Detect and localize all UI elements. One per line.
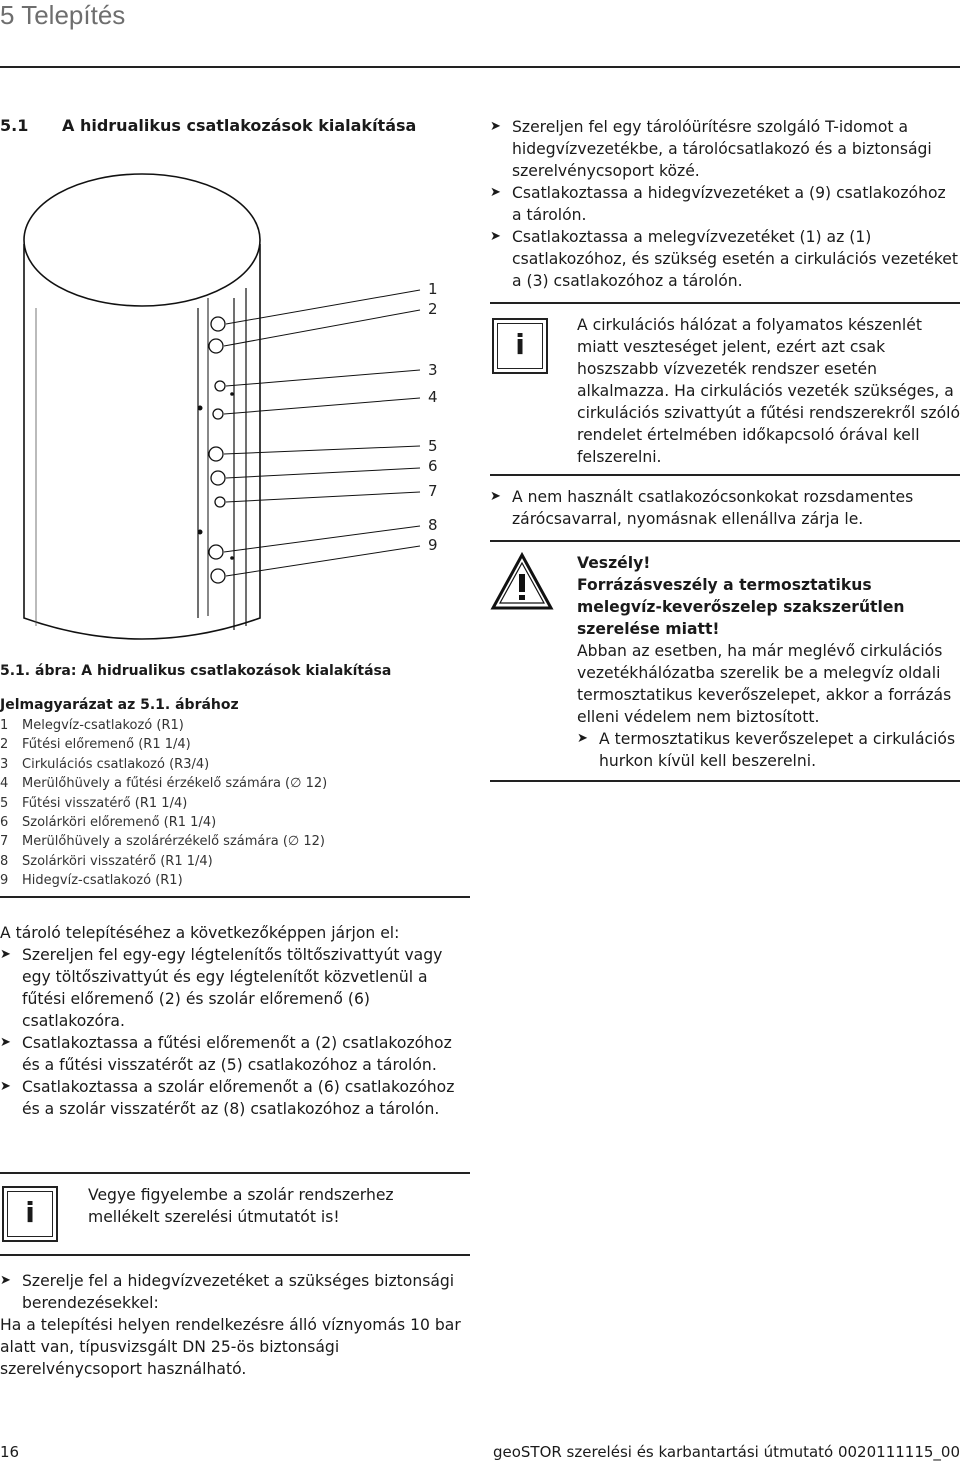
arrow-bullet-icon: ➤	[490, 119, 501, 134]
legend-bottom-rule	[0, 896, 470, 898]
callout-7: 7	[428, 482, 438, 500]
header-rule	[0, 66, 960, 68]
callout-6: 6	[428, 457, 438, 475]
right-note-bottom-rule	[490, 474, 960, 476]
warning-triangle-icon	[490, 552, 554, 612]
arrow-bullet-icon: ➤	[0, 1273, 11, 1288]
info-icon: i	[2, 1186, 58, 1242]
legend-item: 3 Cirkulációs csatlakozó (R3/4)	[0, 756, 210, 772]
list-item: ➤ Csatlakoztassa a melegvízvezetéket (1) az (1) csatlakozóhoz, és szükség esetén a cirkulációs vezetéket a (3) csatlakozóhoz a tárolón.	[490, 228, 959, 290]
legend-title: Jelmagyarázat az 5.1. ábrához	[0, 697, 239, 713]
warning-block	[577, 552, 960, 772]
list-item: ➤ Szereljen fel egy-egy légtelenítős töltőszivattyút vagy egy töltőszivattyút és egy légtelenítőt közvetlenül a fűtési előremenő (2) és szolár előremenő (6) csatlakozóra.	[0, 946, 443, 1030]
warning-top-rule	[490, 540, 960, 542]
legend-item: 8 Szolárköri visszatérő (R1 1/4)	[0, 853, 213, 869]
right-note-top-rule	[490, 302, 960, 304]
legend-item: 6 Szolárköri előremenő (R1 1/4)	[0, 815, 217, 831]
circulation-note: A cirkulációs hálózat a folyamatos készenlét miatt veszteséget jelent, ezért azt csak hoszszabb vízvezeték rendszer esetén alkalmazza. Ha cirkulációs vezeték szükséges, a cirkulációs szivattyút a fűtési rendszerekről szóló rendelet értelmében időkapcsoló órával kell felszerelni.	[577, 316, 960, 466]
page-number: 16	[0, 1443, 20, 1461]
document-title: geoSTOR szerelési és karbantartási útmutató 0020111115_00	[492, 1443, 960, 1461]
warning-subtitle: Forrázásveszély a termosztatikus melegvíz-keverőszelep szakszerűtlen szerelése miatt!	[577, 576, 905, 638]
list-item: ➤ A nem használt csatlakozócsonkokat rozsdamentes zárócsavarral, nyomásnak ellenállva zárja le.	[490, 488, 914, 528]
arrow-bullet-icon: ➤	[0, 947, 11, 962]
right-body-after	[490, 486, 960, 530]
callout-1: 1	[428, 280, 438, 298]
warning-title: Veszély!	[577, 554, 651, 572]
figure-caption: 5.1. ábra: A hidrualikus csatlakozások kialakítása	[0, 663, 392, 679]
section-number: 5.1	[0, 116, 29, 135]
note-bottom-rule	[0, 1254, 470, 1256]
callout-8: 8	[428, 516, 438, 534]
section-heading	[0, 116, 416, 135]
section-title: A hidrualikus csatlakozások kialakítása	[62, 116, 417, 135]
legend-item: 1 Melegvíz-csatlakozó (R1)	[0, 718, 184, 733]
legend-item: 9 Hidegvíz-csatlakozó (R1)	[0, 873, 183, 889]
list-item: ➤ Szerelje fel a hidegvízvezetéket a szükséges biztonsági berendezésekkel:	[0, 1272, 455, 1312]
list-item: ➤ Csatlakoztassa a hidegvízvezetéket a (9) csatlakozóhoz a tárolón.	[490, 184, 946, 224]
callout-3: 3	[428, 361, 438, 379]
callout-4: 4	[428, 388, 438, 406]
storage-tank-figure	[0, 148, 490, 646]
intro-text: A tároló telepítéséhez a következőképpen járjon el:	[0, 924, 400, 942]
info-note: Vegye figyelembe a szolár rendszerhez mellékelt szerelési útmutatót is!	[88, 1186, 394, 1226]
page-header-title: 5 Telepítés	[0, 0, 126, 30]
arrow-bullet-icon: ➤	[490, 185, 501, 200]
list-item: ➤ Csatlakoztassa a szolár előremenőt a (6) csatlakozóhoz és a szolár visszatérőt az (8) csatlakozóhoz a tárolón.	[0, 1078, 455, 1118]
arrow-bullet-icon: ➤	[577, 731, 588, 746]
callout-5: 5	[428, 437, 438, 455]
list-item: ➤ A termosztatikus keverőszelepet a cirkulációs hurkon kívül kell beszerelni.	[577, 730, 956, 770]
legend-item: 4 Merülőhüvely a fűtési érzékelő számára (∅ 12)	[0, 776, 328, 792]
right-body	[490, 116, 960, 292]
warning-bottom-rule	[490, 780, 960, 782]
arrow-bullet-icon: ➤	[490, 229, 501, 244]
legend-item: 5 Fűtési visszatérő (R1 1/4)	[0, 795, 188, 811]
arrow-bullet-icon: ➤	[0, 1035, 11, 1050]
arrow-bullet-icon: ➤	[0, 1079, 11, 1094]
info-icon: i	[492, 318, 548, 374]
callout-9: 9	[428, 536, 438, 554]
legend-item: 2 Fűtési előremenő (R1 1/4)	[0, 737, 191, 753]
arrow-bullet-icon: ➤	[490, 489, 501, 504]
list-item: ➤ Szereljen fel egy tárolóürítésre szolgáló T-idomot a hidegvízvezetékbe, a tárolócsatlakozó és a biztonsági szerelvénycsoport közé.	[490, 118, 932, 180]
warning-text: Abban az esetben, ha már meglévő cirkulációs vezetékhálózatba szerelik be a melegvíz oldali termosztatikus keverőszelepet, akkor a forrázás elleni védelem nem biztosított.	[577, 642, 952, 726]
left-body-after	[0, 1270, 470, 1380]
list-item: ➤ Csatlakoztassa a fűtési előremenőt a (2) csatlakozóhoz és a fűtési visszatérőt az (5) csatlakozóhoz a tárolón.	[0, 1034, 452, 1074]
paragraph: Ha a telepítési helyen rendelkezésre álló víznyomás 10 bar alatt van, típusvizsgált DN 25-ös biztonsági szerelvénycsoport használható.	[0, 1316, 461, 1378]
legend-list	[0, 716, 327, 891]
note-top-rule	[0, 1172, 470, 1174]
callout-2: 2	[428, 300, 438, 318]
left-body	[0, 922, 470, 1120]
legend-item: 7 Merülőhüvely a szolárérzékelő számára (∅ 12)	[0, 834, 325, 850]
